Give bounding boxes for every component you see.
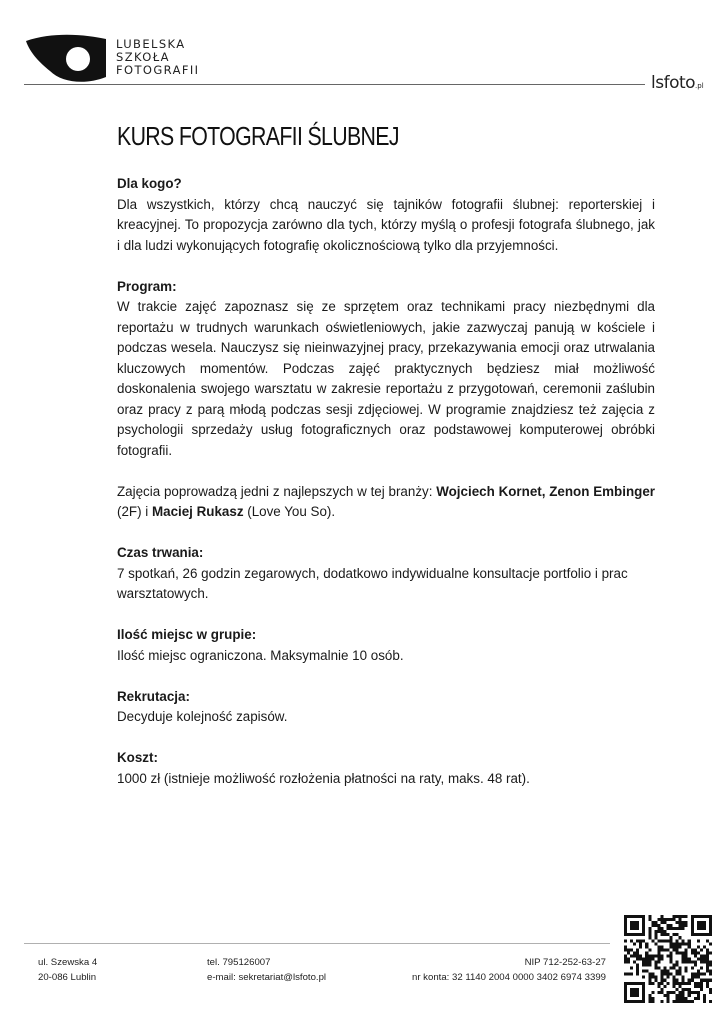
section-text: 1000 zł (istnieje możliwość rozłożenia płatności na raty, maks. 48 rat). [117,770,530,786]
instructor-name: Maciej Rukasz [151,504,244,519]
section-audience [117,174,655,256]
address-city: 20-086 Lublin [38,972,97,983]
logo-line: FOTOGRAFII [116,63,200,77]
address-street: ul. Szewska 4 [38,957,98,968]
qr-code-icon [624,915,712,1003]
section-cost [117,748,655,789]
logo-line: SZKOŁA [116,50,170,64]
section-text: Ilość miejsc ograniczona. Maksymalnie 10 osób. [117,647,404,663]
tax-id: NIP 712-252-63-27 [524,957,606,968]
brand-tld: .pl [695,82,704,90]
instructor-names: Wojciech Kornet, Zenon Embinger [436,483,655,499]
instructors-intro: Zajęcia poprowadzą jedni z najlepszych w tej branży: [117,483,437,499]
brand-wordmark [651,73,704,93]
section-heading: Rekrutacja: [117,688,190,704]
footer-address [38,955,97,985]
page-title: KURS FOTOGRAFII ŚLUBNEJ [117,121,399,151]
instructors-text [117,482,655,523]
section-heading: Program: [117,278,177,294]
brand-main: lsfoto [651,73,696,93]
logo-line: LUBELSKA [116,37,186,51]
section-instructors [117,482,655,523]
section-heading: Czas trwania: [117,545,204,560]
email-address: e-mail: sekretariat@lsfoto.pl [207,972,327,983]
footer-contact [207,955,326,985]
section-group-size [117,625,655,666]
section-heading: Ilość miejsc w grupie: [117,627,257,642]
footer-divider [24,943,610,944]
bank-account: nr konta: 32 1140 2004 0000 3402 6974 3399 [411,972,606,983]
section-text: W trakcie zajęć zapoznasz się ze sprzętem oraz technikami pracy niezbędnymi dla reportażu w trudnych warunkach oświetleniowych, jakie zazwyczaj panują w kościele i podczas wesela. Nauczysz się nieinwazyjnej pracy, przekazywania emocji oraz utrwalania kluczowych momentów. Podczas zajęć praktycznych będziesz miał możliwość doskonalenia swojego warsztatu w zakresie reportażu z przygotowań, ceremonii zaślubin oraz pracy z parą młodą podczas sesji zdjęciowej. W programie znajdziesz też zajęcia z psychologii sprzedaży usług fotograficznych oraz podstawowej komputerowej obróbki fotografii. [117,299,655,458]
section-recruitment [117,687,655,728]
section-duration [117,543,655,605]
section-text: Dla wszystkich, którzy chcą nauczyć się tajników fotografii ślubnej: reporterskiej i kreacyjnej. To propozycja zarówno dla tych, którzy myślą o profesji fotografa ślubnego, jak i dla ludzi wykonujących fotografię okolicznościową tylko dla przyjemności. [117,196,655,253]
instructor-affiliation: (2F) i [117,504,152,519]
phone-number: tel. 795126007 [207,957,271,968]
footer-company-info [412,955,606,985]
section-text: 7 spotkań, 26 godzin zegarowych, dodatkowo indywidualne konsultacje portfolio i prac warsztatowych. [117,565,628,601]
header-divider [24,84,645,85]
section-program [117,277,655,462]
school-logo-text [116,38,199,77]
school-logo-icon [24,33,108,83]
instructor-affiliation: (Love You So). [243,504,336,519]
section-heading: Dla kogo? [117,176,182,191]
course-description [117,174,655,810]
section-text: Decyduje kolejność zapisów. [117,709,288,724]
section-heading: Koszt: [117,750,158,765]
